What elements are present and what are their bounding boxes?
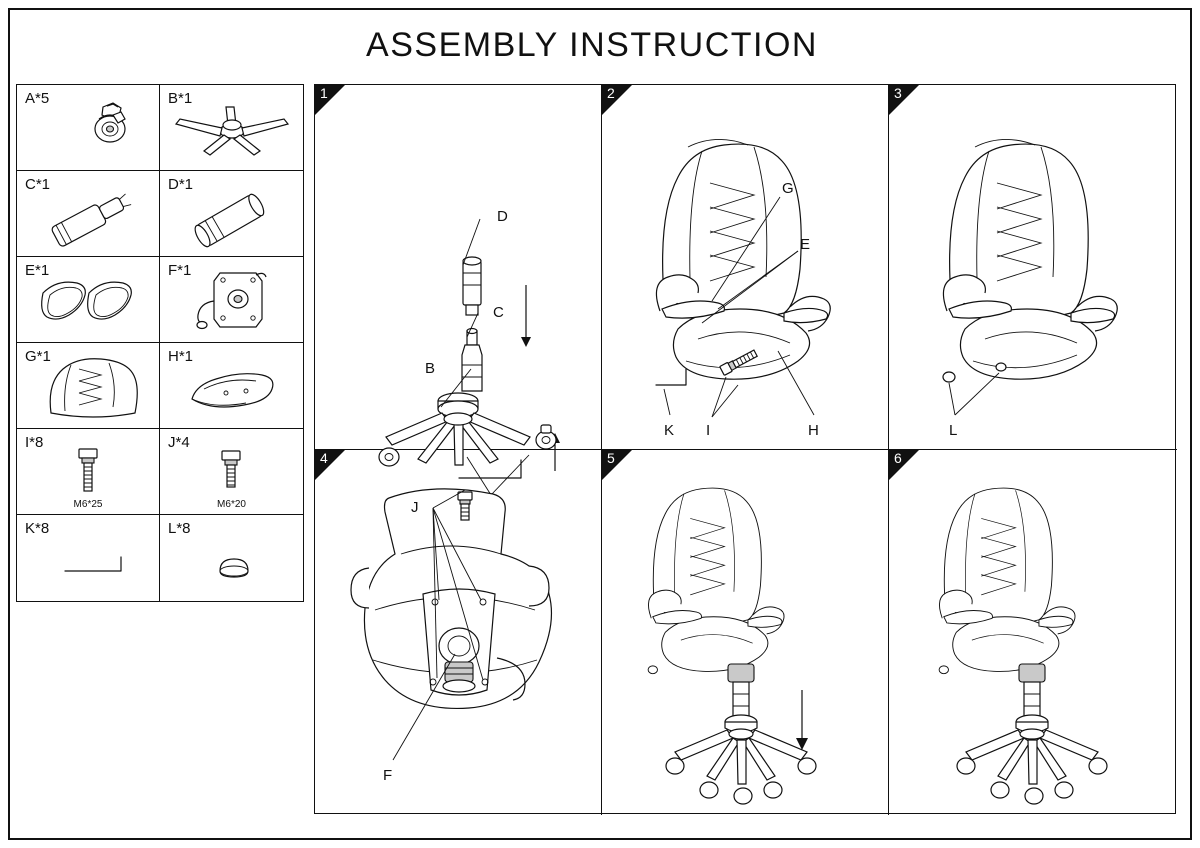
part-cell-b <box>160 85 303 171</box>
part-cell-a <box>17 85 160 171</box>
seat-cushion-icon <box>160 343 303 428</box>
part-label-b: B*1 <box>168 90 193 107</box>
step-4 <box>315 450 602 815</box>
step-number-5: 5 <box>607 450 615 466</box>
callout-k: K <box>664 422 675 439</box>
part-sub-i: M6*25 <box>73 499 103 510</box>
step-number-4: 4 <box>320 450 328 466</box>
step-2 <box>602 85 889 450</box>
part-cell-i <box>17 429 160 515</box>
part-sub-j: M6*20 <box>217 499 246 510</box>
part-cell-d <box>160 171 303 257</box>
callout-f: F <box>383 767 393 784</box>
backrest-icon <box>17 343 159 428</box>
step-number-2: 2 <box>607 85 615 101</box>
five-star-base-icon <box>160 85 303 170</box>
step-6-diagram <box>889 450 1177 815</box>
callout-b: B <box>425 360 436 377</box>
caster-wheel-icon <box>17 85 159 170</box>
part-cell-k <box>17 515 160 601</box>
part-label-k: K*8 <box>25 520 50 537</box>
step-5-diagram <box>602 450 888 815</box>
part-cell-f <box>160 257 303 343</box>
part-label-f: F*1 <box>168 262 192 279</box>
part-cell-j <box>160 429 303 515</box>
part-cell-e <box>17 257 160 343</box>
part-label-j: J*4 <box>168 434 190 451</box>
callout-h: H <box>808 422 819 439</box>
step-number-1: 1 <box>320 85 328 101</box>
part-label-e: E*1 <box>25 262 50 279</box>
cylinder-cover-icon <box>160 171 303 256</box>
step-1-diagram <box>315 85 601 449</box>
part-cell-l <box>160 515 303 601</box>
step-4-diagram <box>315 450 601 815</box>
part-label-d: D*1 <box>168 176 194 193</box>
allen-key-icon <box>17 515 159 601</box>
callout-e: E <box>800 236 811 253</box>
steps-grid <box>314 84 1176 814</box>
page-title: ASSEMBLY INSTRUCTION <box>366 26 818 64</box>
callout-j: J <box>411 499 419 516</box>
gas-lift-cylinder-icon <box>17 171 159 256</box>
callout-g: G <box>782 180 794 197</box>
step-5 <box>602 450 889 815</box>
part-label-a: A*5 <box>25 90 50 107</box>
step-1 <box>315 85 602 450</box>
part-cell-c <box>17 171 160 257</box>
step-number-3: 3 <box>894 85 902 101</box>
step-3 <box>889 85 1177 450</box>
step-number-6: 6 <box>894 450 902 466</box>
callout-i: I <box>706 422 711 439</box>
parts-list <box>16 84 304 602</box>
step-2-diagram <box>602 85 888 449</box>
tilt-mechanism-icon <box>160 257 303 342</box>
part-label-h: H*1 <box>168 348 194 365</box>
step-6 <box>889 450 1177 815</box>
part-label-i: I*8 <box>25 434 44 451</box>
part-label-c: C*1 <box>25 176 51 193</box>
step-3-diagram <box>889 85 1177 449</box>
part-cell-g <box>17 343 160 429</box>
cover-cap-icon <box>160 515 303 601</box>
callout-c: C <box>493 304 504 321</box>
callout-d: D <box>497 208 508 225</box>
callout-l: L <box>949 422 958 439</box>
armrest-pair-icon <box>17 257 159 342</box>
part-label-l: L*8 <box>168 520 191 537</box>
part-label-g: G*1 <box>25 348 51 365</box>
part-cell-h <box>160 343 303 429</box>
